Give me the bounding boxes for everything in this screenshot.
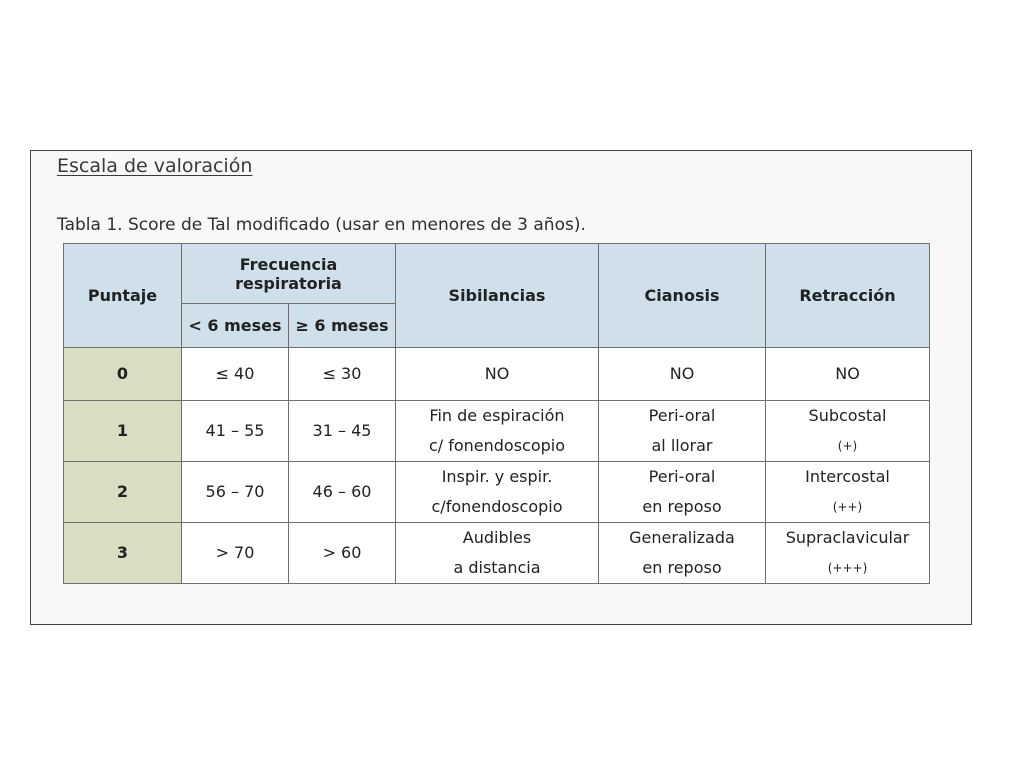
cell-text-line2: c/ fonendoscopio [428, 436, 566, 455]
cell-text-line2: en reposo [642, 497, 722, 516]
header-ge-6-meses: ≥ 6 meses [289, 304, 396, 348]
header-cianosis: Cianosis [599, 244, 766, 348]
cell-text-line2: c/fonendoscopio [431, 497, 563, 516]
table-row [64, 401, 930, 462]
header-puntaje: Puntaje [64, 244, 182, 348]
cell-text: NO [484, 364, 510, 383]
cell-text-line1: Peri-oral [648, 406, 716, 425]
cell-puntaje: 2 [64, 462, 182, 523]
cell-ge-6-meses: > 60 [289, 523, 396, 584]
cell-lt-6-meses: > 70 [182, 523, 289, 584]
cell-lt-6-meses: ≤ 40 [182, 348, 289, 401]
cell-text-line1: Inspir. y espir. [441, 467, 553, 486]
cell-lt-6-meses: 41 – 55 [182, 401, 289, 462]
cell-puntaje: 0 [64, 348, 182, 401]
cell-puntaje: 1 [64, 401, 182, 462]
cell-retraccion [766, 523, 930, 584]
cell-puntaje: 3 [64, 523, 182, 584]
cell-ge-6-meses: 46 – 60 [289, 462, 396, 523]
cell-cianosis [599, 523, 766, 584]
cell-text-line2: (++) [832, 500, 863, 514]
cell-text-line1: Intercostal [805, 467, 890, 486]
cell-text: NO [835, 364, 860, 383]
cell-text-line1: Generalizada [629, 528, 735, 547]
cell-text-line1: Subcostal [808, 406, 887, 425]
cell-ge-6-meses: ≤ 30 [289, 348, 396, 401]
cell-lt-6-meses: 56 – 70 [182, 462, 289, 523]
cell-sibilancias [396, 523, 599, 584]
cell-text-line1: Fin de espiración [429, 406, 565, 425]
header-sibilancias: Sibilancias [396, 244, 599, 348]
document-frame [30, 150, 972, 625]
cell-text-line2: (+++) [827, 561, 868, 575]
cell-text-line2: al llorar [651, 436, 713, 455]
cell-retraccion [766, 462, 930, 523]
cell-sibilancias [396, 462, 599, 523]
cell-cianosis [599, 401, 766, 462]
table-row [64, 348, 930, 401]
header-frecuencia-respiratoria [182, 244, 396, 304]
cell-ge-6-meses: 31 – 45 [289, 401, 396, 462]
cell-sibilancias [396, 348, 599, 401]
cell-cianosis [599, 462, 766, 523]
cell-text-line2: en reposo [642, 558, 722, 577]
cell-text-line1: Supraclavicular [785, 528, 910, 547]
header-lt-6-meses: < 6 meses [182, 304, 289, 348]
cell-cianosis [599, 348, 766, 401]
header-retraccion: Retracción [766, 244, 930, 348]
header-frecuencia-line1: Frecuencia [239, 254, 338, 274]
cell-text-line1: Audibles [462, 528, 532, 547]
header-frecuencia-line2: respiratoria [235, 273, 342, 293]
tal-score-table [63, 243, 930, 584]
table-row [64, 462, 930, 523]
cell-text: NO [669, 364, 695, 383]
section-heading: Escala de valoración [57, 155, 253, 177]
cell-retraccion [766, 348, 930, 401]
cell-text-line2: a distancia [453, 558, 541, 577]
cell-sibilancias [396, 401, 599, 462]
cell-text-line1: Peri-oral [648, 467, 716, 486]
cell-retraccion [766, 401, 930, 462]
cell-text-line2: (+) [837, 439, 858, 453]
table-row [64, 523, 930, 584]
table-caption: Tabla 1. Score de Tal modificado (usar en menores de 3 años). [57, 215, 586, 235]
